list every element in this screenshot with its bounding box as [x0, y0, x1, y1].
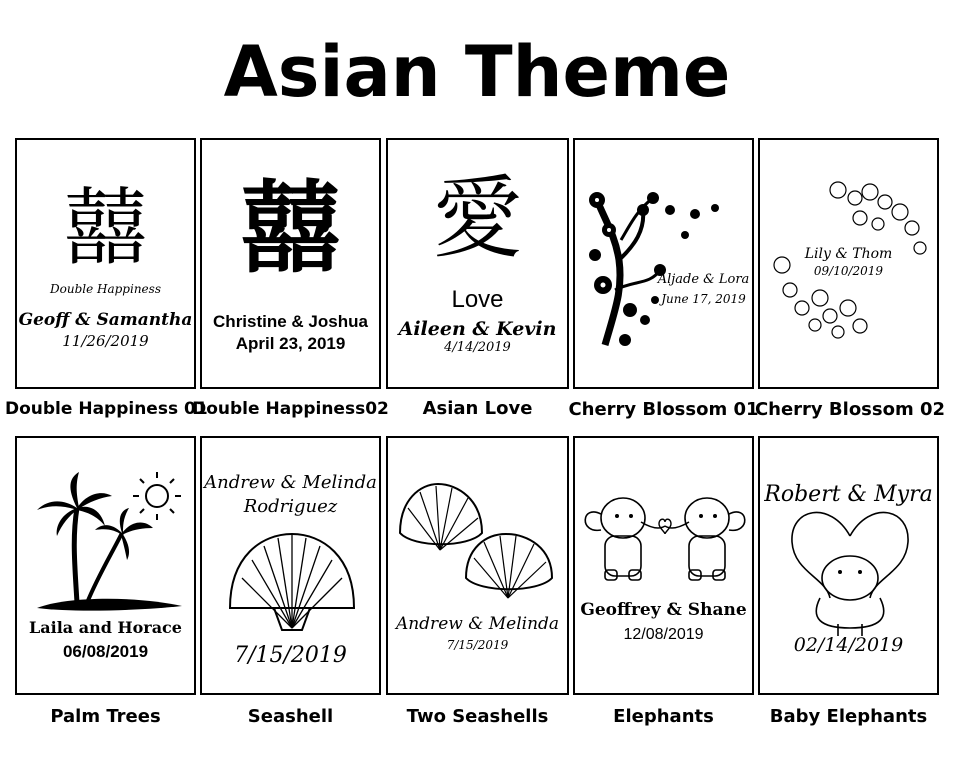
design-card-cherry-blossom-01[interactable]: [573, 138, 754, 389]
love-kanji-glyph: 愛: [432, 166, 523, 271]
design-card-cherry-blossom-02[interactable]: [758, 138, 939, 389]
event-date: June 17, 2019: [661, 292, 746, 306]
caption-asian-love: Asian Love: [422, 398, 533, 419]
event-date: 06/08/2019: [62, 642, 149, 661]
design-card-double-happiness-01[interactable]: [15, 138, 196, 389]
couple-names: Geoffrey & Shane: [580, 600, 747, 620]
couple-names: Aileen & Kevin: [398, 318, 557, 340]
caption-cherry-blossom-02: Cherry Blossom 02: [754, 399, 946, 420]
design-card-baby-elephants[interactable]: [758, 436, 939, 695]
couple-names: Robert & Myra: [764, 482, 933, 507]
couple-names: Laila and Horace: [29, 618, 182, 637]
event-date: 12/08/2019: [623, 626, 704, 643]
design-card-palm-trees[interactable]: [15, 436, 196, 695]
design-card-double-happiness-02[interactable]: [200, 138, 381, 389]
design-card-two-seashells[interactable]: [386, 436, 569, 695]
couple-names: Andrew & Melinda: [395, 614, 560, 634]
design-card-elephants[interactable]: [573, 436, 754, 695]
card-subtitle: Double Happiness: [50, 282, 161, 296]
double-happiness-glyph: 囍: [63, 179, 148, 277]
event-date: 7/15/2019: [234, 643, 347, 668]
couple-names: Aljade & Lora: [657, 272, 750, 287]
event-date: 4/14/2019: [444, 340, 511, 355]
caption-seashell: Seashell: [247, 706, 334, 727]
event-date: 09/10/2019: [813, 264, 884, 278]
event-date: 7/15/2019: [446, 638, 509, 652]
caption-double-happiness-01: Double Happiness 01: [5, 399, 208, 419]
page-title: Asian Theme: [223, 31, 731, 113]
event-date: 11/26/2019: [62, 332, 149, 350]
love-label: Love: [451, 286, 504, 313]
couple-names: Lily & Thom: [804, 246, 893, 262]
design-card-seashell[interactable]: [200, 436, 381, 695]
family-name: Rodriguez: [243, 496, 338, 517]
event-date: 02/14/2019: [793, 634, 904, 656]
design-card-asian-love[interactable]: [386, 138, 569, 389]
caption-elephants: Elephants: [613, 706, 714, 727]
caption-double-happiness-02: Double Happiness02: [192, 399, 389, 419]
baby-elephants-heart-art: [760, 438, 939, 695]
couple-names: Geoff & Samantha: [18, 310, 193, 330]
caption-baby-elephants: Baby Elephants: [769, 706, 928, 727]
event-date: April 23, 2019: [235, 334, 346, 353]
caption-cherry-blossom-01: Cherry Blossom 01: [568, 399, 759, 420]
couple-names: Andrew & Melinda: [204, 472, 377, 493]
two-seashells-art: [388, 438, 569, 695]
double-happiness-brush-glyph: 囍: [240, 169, 341, 287]
caption-palm-trees: Palm Trees: [50, 706, 161, 727]
elephants-art: [575, 438, 754, 695]
cherry-blossom-branch-art: [575, 140, 754, 389]
caption-two-seashells: Two Seashells: [406, 706, 549, 727]
couple-names: Christine & Joshua: [213, 312, 368, 331]
